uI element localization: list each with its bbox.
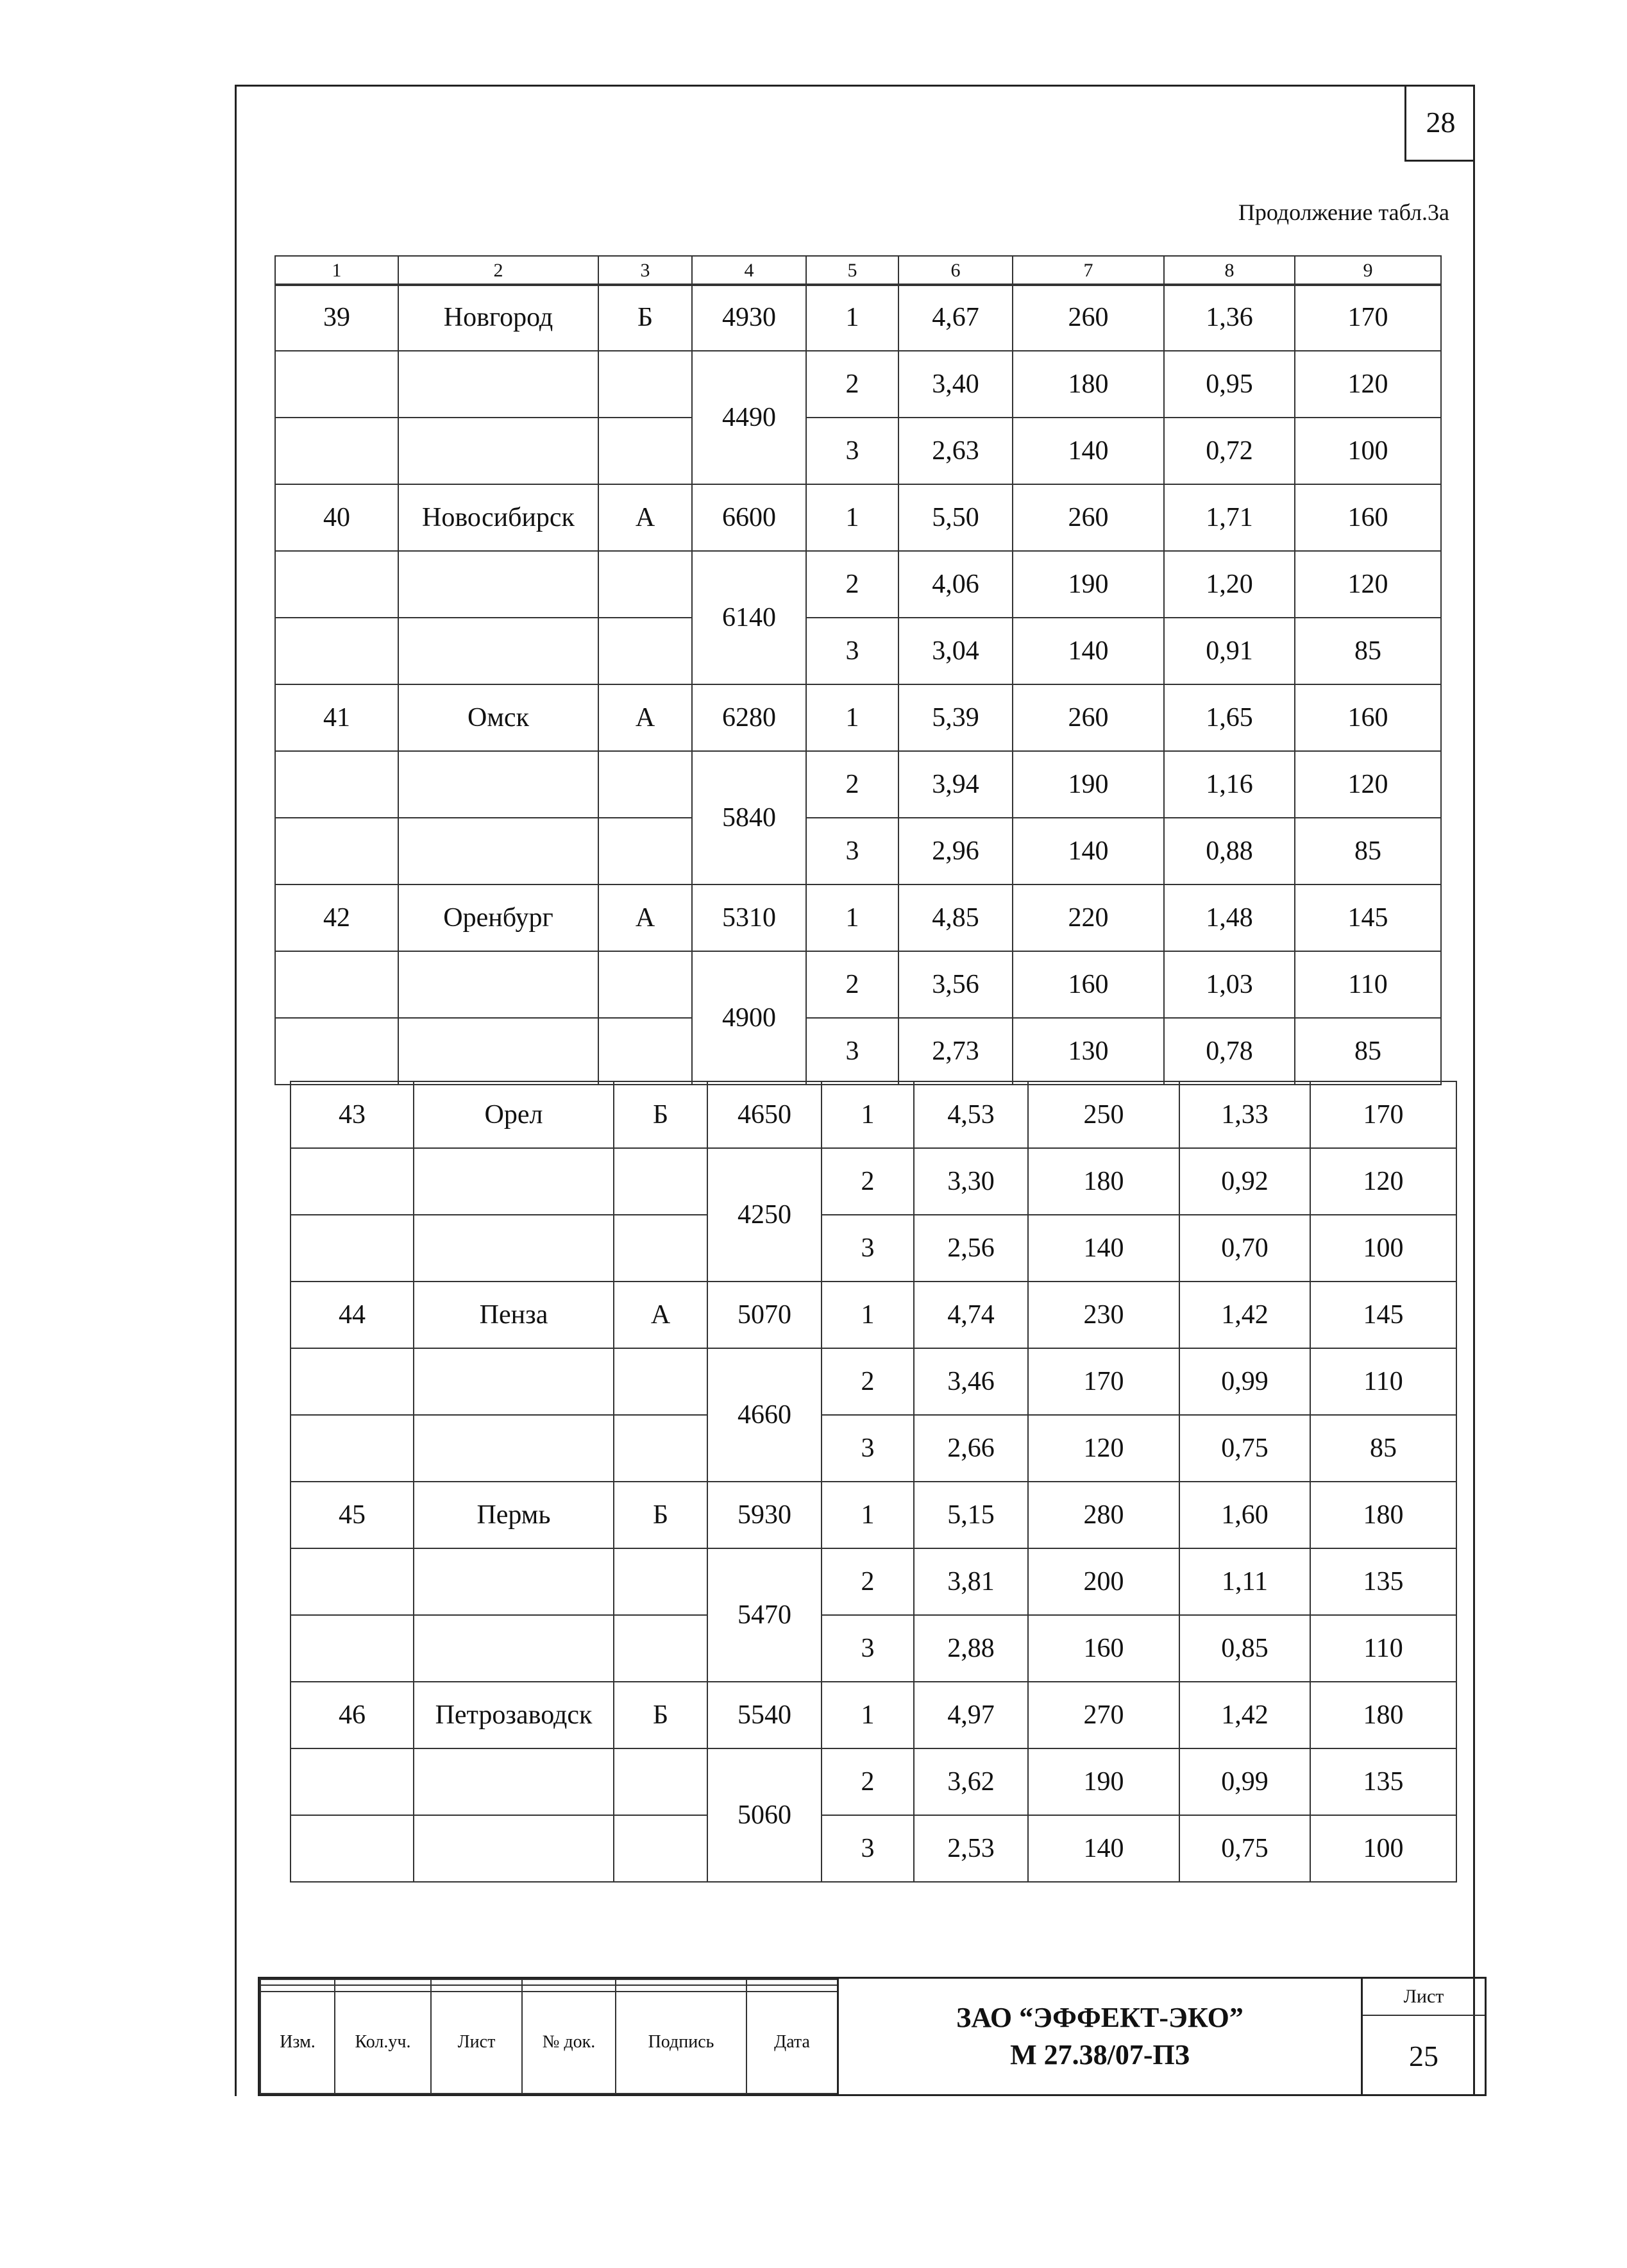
row-number: 40 — [275, 484, 398, 551]
value-cell: 260 — [1013, 284, 1164, 351]
empty-cell — [398, 1018, 598, 1085]
header-row — [275, 256, 1441, 285]
value-cell: 120 — [1028, 1415, 1179, 1482]
column-number-header: 9 — [1295, 256, 1441, 285]
value-cell: 2,73 — [898, 1018, 1013, 1085]
value-cell: 1,71 — [1164, 484, 1295, 551]
value-cell: 0,72 — [1164, 418, 1295, 484]
value-cell: 120 — [1295, 551, 1441, 618]
value-cell: 1,33 — [1179, 1081, 1310, 1148]
data-table-part-2 — [290, 1081, 1457, 1883]
value-cell: 3 — [822, 1215, 914, 1282]
value-cell: 0,92 — [1179, 1148, 1310, 1215]
sheet-number: 25 — [1409, 2039, 1438, 2072]
table-row — [291, 1615, 1456, 1682]
empty-cell — [291, 1215, 414, 1282]
value-cell: 2,63 — [898, 418, 1013, 484]
value-cell: 2,56 — [914, 1215, 1028, 1282]
column-number-header: 8 — [1164, 256, 1295, 285]
table-row — [275, 484, 1441, 551]
value-cell: 160 — [1295, 484, 1441, 551]
table-row — [275, 551, 1441, 618]
zone-cell: Б — [614, 1081, 707, 1148]
table-row — [291, 1282, 1456, 1348]
empty-cell — [614, 1415, 707, 1482]
value-cell: 0,70 — [1179, 1215, 1310, 1282]
value-cell: 100 — [1310, 1215, 1456, 1282]
value-cell: 2,53 — [914, 1815, 1028, 1882]
value-cell: 1,03 — [1164, 951, 1295, 1018]
value-cell: 145 — [1310, 1282, 1456, 1348]
value-cell: 5310 — [692, 884, 806, 951]
sheet-block — [1363, 1979, 1485, 2094]
empty-cell — [414, 1548, 614, 1615]
value-cell: 120 — [1310, 1148, 1456, 1215]
value-cell: 5,50 — [898, 484, 1013, 551]
empty-cell — [398, 551, 598, 618]
value-cell: 140 — [1013, 618, 1164, 684]
value-cell: 85 — [1295, 818, 1441, 884]
sheet-label: Лист — [1363, 1979, 1485, 2016]
value-cell: 5540 — [707, 1682, 822, 1748]
value-cell: 2 — [806, 751, 898, 818]
value-cell: 5930 — [707, 1482, 822, 1548]
table-row — [291, 1815, 1456, 1882]
empty-cell — [614, 1548, 707, 1615]
empty-cell — [614, 1815, 707, 1882]
row-number: 43 — [291, 1081, 414, 1148]
value-cell: 1,42 — [1179, 1282, 1310, 1348]
value-cell: 3,04 — [898, 618, 1013, 684]
zone-cell: А — [598, 484, 692, 551]
table-row — [275, 284, 1441, 351]
value-cell: 1 — [822, 1682, 914, 1748]
empty-cell — [598, 551, 692, 618]
company-block — [837, 1979, 1363, 2094]
empty-cell — [614, 1348, 707, 1415]
value-cell: 1,36 — [1164, 284, 1295, 351]
empty-cell — [614, 1148, 707, 1215]
zone-cell: Б — [614, 1682, 707, 1748]
table-caption: Продолжение табл.3а — [1238, 199, 1449, 225]
value-cell: 0,78 — [1164, 1018, 1295, 1085]
value-cell: 160 — [1295, 684, 1441, 751]
value-cell: 1 — [822, 1081, 914, 1148]
value-cell: 0,88 — [1164, 818, 1295, 884]
value-cell: 170 — [1028, 1348, 1179, 1415]
table-row — [291, 1548, 1456, 1615]
row-number: 39 — [275, 284, 398, 351]
table-row — [275, 884, 1441, 951]
table-row — [291, 1081, 1456, 1148]
value-cell: 2 — [806, 951, 898, 1018]
empty-cell — [414, 1415, 614, 1482]
empty-cell — [598, 951, 692, 1018]
value-cell: 1 — [806, 884, 898, 951]
value-cell: 4660 — [707, 1348, 822, 1482]
empty-cell — [398, 818, 598, 884]
empty-cell — [291, 1348, 414, 1415]
value-cell: 135 — [1310, 1548, 1456, 1615]
value-cell: 1,42 — [1179, 1682, 1310, 1748]
column-number-header: 5 — [806, 256, 898, 285]
value-cell: 160 — [1013, 951, 1164, 1018]
value-cell: 180 — [1310, 1482, 1456, 1548]
empty-cell — [598, 618, 692, 684]
value-cell: 4,97 — [914, 1682, 1028, 1748]
empty-cell — [291, 1815, 414, 1882]
value-cell: 1,11 — [1179, 1548, 1310, 1615]
value-cell: 3 — [822, 1615, 914, 1682]
empty-cell — [414, 1215, 614, 1282]
empty-cell — [275, 551, 398, 618]
empty-cell — [598, 751, 692, 818]
value-cell: 3,56 — [898, 951, 1013, 1018]
value-cell: 5070 — [707, 1282, 822, 1348]
empty-cell — [614, 1215, 707, 1282]
empty-cell — [614, 1748, 707, 1815]
table-row — [291, 1482, 1456, 1548]
empty-cell — [598, 351, 692, 418]
title-block-label: Кол.уч. — [335, 1992, 431, 2094]
value-cell: 3,81 — [914, 1548, 1028, 1615]
value-cell: 4,67 — [898, 284, 1013, 351]
value-cell: 0,85 — [1179, 1615, 1310, 1682]
value-cell: 250 — [1028, 1081, 1179, 1148]
value-cell: 0,99 — [1179, 1748, 1310, 1815]
value-cell: 120 — [1295, 351, 1441, 418]
empty-cell — [414, 1615, 614, 1682]
column-number-header: 6 — [898, 256, 1013, 285]
column-number-header: 7 — [1013, 256, 1164, 285]
value-cell: 1,20 — [1164, 551, 1295, 618]
document-code: М 27.38/07-ПЗ — [1010, 2039, 1190, 2070]
title-block — [258, 1977, 1487, 2096]
empty-cell — [398, 618, 598, 684]
value-cell: 145 — [1295, 884, 1441, 951]
value-cell: 190 — [1013, 751, 1164, 818]
value-cell: 3 — [822, 1815, 914, 1882]
city-name: Орел — [414, 1081, 614, 1148]
value-cell: 2,96 — [898, 818, 1013, 884]
empty-cell — [598, 818, 692, 884]
value-cell: 1 — [806, 684, 898, 751]
value-cell: 4650 — [707, 1081, 822, 1148]
value-cell: 130 — [1013, 1018, 1164, 1085]
empty-cell — [598, 418, 692, 484]
value-cell: 6140 — [692, 551, 806, 684]
value-cell: 110 — [1310, 1615, 1456, 1682]
table-row — [291, 1348, 1456, 1415]
city-name: Новгород — [398, 284, 598, 351]
value-cell: 1 — [822, 1482, 914, 1548]
empty-cell — [275, 818, 398, 884]
value-cell: 2,66 — [914, 1415, 1028, 1482]
value-cell: 180 — [1310, 1682, 1456, 1748]
value-cell: 3,94 — [898, 751, 1013, 818]
value-cell: 260 — [1013, 684, 1164, 751]
value-cell: 4,06 — [898, 551, 1013, 618]
value-cell: 140 — [1013, 818, 1164, 884]
zone-cell: Б — [614, 1482, 707, 1548]
value-cell: 190 — [1013, 551, 1164, 618]
value-cell: 170 — [1295, 284, 1441, 351]
title-block-label: Подпись — [616, 1992, 746, 2094]
empty-cell — [398, 951, 598, 1018]
value-cell: 85 — [1310, 1415, 1456, 1482]
value-cell: 4,85 — [898, 884, 1013, 951]
value-cell: 1,16 — [1164, 751, 1295, 818]
title-block-label: № док. — [522, 1992, 616, 2094]
table-row — [275, 618, 1441, 684]
value-cell: 5,15 — [914, 1482, 1028, 1548]
value-cell: 4,53 — [914, 1081, 1028, 1148]
table-row — [275, 1018, 1441, 1085]
table-row — [275, 418, 1441, 484]
city-name: Оренбург — [398, 884, 598, 951]
value-cell: 1 — [806, 284, 898, 351]
value-cell: 190 — [1028, 1748, 1179, 1815]
value-cell: 170 — [1310, 1081, 1456, 1148]
value-cell: 1 — [806, 484, 898, 551]
value-cell: 260 — [1013, 484, 1164, 551]
empty-cell — [291, 1748, 414, 1815]
empty-cell — [598, 1018, 692, 1085]
value-cell: 2 — [806, 551, 898, 618]
value-cell: 6280 — [692, 684, 806, 751]
value-cell: 3 — [806, 818, 898, 884]
table-row — [291, 1215, 1456, 1282]
empty-cell — [291, 1615, 414, 1682]
row-number: 46 — [291, 1682, 414, 1748]
value-cell: 100 — [1295, 418, 1441, 484]
value-cell: 4,74 — [914, 1282, 1028, 1348]
page-number: 28 — [1404, 85, 1475, 162]
city-name: Новосибирск — [398, 484, 598, 551]
empty-cell — [291, 1148, 414, 1215]
city-name: Петрозаводск — [414, 1682, 614, 1748]
empty-cell — [275, 751, 398, 818]
value-cell: 4250 — [707, 1148, 822, 1282]
table-row — [275, 751, 1441, 818]
empty-cell — [291, 1415, 414, 1482]
empty-cell — [414, 1815, 614, 1882]
value-cell: 140 — [1028, 1215, 1179, 1282]
value-cell: 2 — [822, 1548, 914, 1615]
value-cell: 140 — [1028, 1815, 1179, 1882]
table-row — [275, 351, 1441, 418]
value-cell: 140 — [1013, 418, 1164, 484]
value-cell: 180 — [1013, 351, 1164, 418]
value-cell: 0,91 — [1164, 618, 1295, 684]
value-cell: 135 — [1310, 1748, 1456, 1815]
table-row — [291, 1415, 1456, 1482]
title-block-label: Лист — [431, 1992, 522, 2094]
table-row — [291, 1148, 1456, 1215]
city-name: Пенза — [414, 1282, 614, 1348]
value-cell: 100 — [1310, 1815, 1456, 1882]
table-row — [291, 1682, 1456, 1748]
value-cell: 200 — [1028, 1548, 1179, 1615]
empty-cell — [275, 951, 398, 1018]
value-cell: 85 — [1295, 618, 1441, 684]
value-cell: 180 — [1028, 1148, 1179, 1215]
column-number-header: 4 — [692, 256, 806, 285]
value-cell: 5060 — [707, 1748, 822, 1882]
value-cell: 230 — [1028, 1282, 1179, 1348]
value-cell: 3,46 — [914, 1348, 1028, 1415]
value-cell: 2 — [822, 1348, 914, 1415]
value-cell: 110 — [1310, 1348, 1456, 1415]
zone-cell: Б — [598, 284, 692, 351]
column-number-header: 1 — [275, 256, 398, 285]
column-number-header: 2 — [398, 256, 598, 285]
value-cell: 1,65 — [1164, 684, 1295, 751]
empty-cell — [398, 751, 598, 818]
value-cell: 2 — [822, 1748, 914, 1815]
value-cell: 3,62 — [914, 1748, 1028, 1815]
zone-cell: А — [598, 884, 692, 951]
value-cell: 1 — [822, 1282, 914, 1348]
value-cell: 0,95 — [1164, 351, 1295, 418]
table-header — [274, 255, 1442, 286]
value-cell: 5840 — [692, 751, 806, 884]
empty-cell — [398, 418, 598, 484]
row-number: 45 — [291, 1482, 414, 1548]
value-cell: 5,39 — [898, 684, 1013, 751]
revision-table — [260, 1979, 838, 2094]
value-cell: 2,88 — [914, 1615, 1028, 1682]
empty-cell — [414, 1148, 614, 1215]
table-row — [291, 1748, 1456, 1815]
value-cell: 4900 — [692, 951, 806, 1085]
table-row — [275, 951, 1441, 1018]
value-cell: 120 — [1295, 751, 1441, 818]
value-cell: 0,75 — [1179, 1415, 1310, 1482]
empty-cell — [414, 1348, 614, 1415]
value-cell: 3 — [806, 618, 898, 684]
zone-cell: А — [614, 1282, 707, 1348]
empty-cell — [275, 618, 398, 684]
value-cell: 6600 — [692, 484, 806, 551]
value-cell: 270 — [1028, 1682, 1179, 1748]
table-row — [275, 818, 1441, 884]
value-cell: 4490 — [692, 351, 806, 484]
value-cell: 280 — [1028, 1482, 1179, 1548]
value-cell: 1,60 — [1179, 1482, 1310, 1548]
data-table-part-1 — [274, 284, 1442, 1085]
value-cell: 160 — [1028, 1615, 1179, 1682]
title-block-label: Дата — [746, 1992, 838, 2094]
value-cell: 2 — [806, 351, 898, 418]
value-cell: 220 — [1013, 884, 1164, 951]
table-row — [275, 684, 1441, 751]
zone-cell: А — [598, 684, 692, 751]
row-number: 44 — [291, 1282, 414, 1348]
value-cell: 1,48 — [1164, 884, 1295, 951]
value-cell: 3 — [806, 1018, 898, 1085]
value-cell: 4930 — [692, 284, 806, 351]
row-number: 42 — [275, 884, 398, 951]
empty-cell — [398, 351, 598, 418]
value-cell: 2 — [822, 1148, 914, 1215]
empty-cell — [275, 1018, 398, 1085]
empty-cell — [275, 418, 398, 484]
empty-cell — [614, 1615, 707, 1682]
empty-cell — [414, 1748, 614, 1815]
value-cell: 0,99 — [1179, 1348, 1310, 1415]
value-cell: 5470 — [707, 1548, 822, 1682]
value-cell: 3 — [806, 418, 898, 484]
empty-cell — [275, 351, 398, 418]
company-name: ЗАО “ЭФФЕКТ-ЭКО” — [956, 2002, 1243, 2033]
row-number: 41 — [275, 684, 398, 751]
value-cell: 3,40 — [898, 351, 1013, 418]
value-cell: 85 — [1295, 1018, 1441, 1085]
value-cell: 3,30 — [914, 1148, 1028, 1215]
value-cell: 0,75 — [1179, 1815, 1310, 1882]
city-name: Омск — [398, 684, 598, 751]
value-cell: 110 — [1295, 951, 1441, 1018]
city-name: Пермь — [414, 1482, 614, 1548]
value-cell: 3 — [822, 1415, 914, 1482]
column-number-header: 3 — [598, 256, 692, 285]
title-block-label: Изм. — [260, 1992, 335, 2094]
empty-cell — [291, 1548, 414, 1615]
